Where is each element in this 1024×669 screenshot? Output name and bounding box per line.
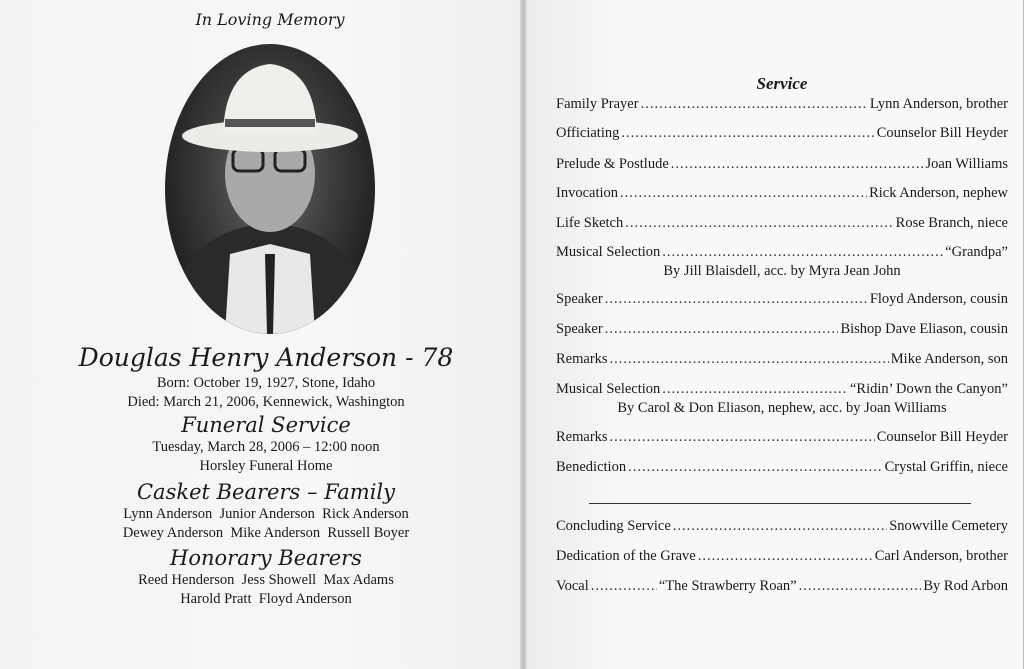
program-item: Life Sketch [556, 215, 624, 231]
program-row [556, 548, 1008, 565]
program-item: Invocation [556, 185, 619, 201]
obituary-block [0, 342, 532, 609]
honorary-bearers-line-1: Reed Henderson Jess Showell Max Adams [138, 572, 394, 588]
program-row [556, 185, 1008, 202]
program-row [556, 321, 1008, 338]
program-person: Snowville Cemetery [889, 518, 1008, 534]
canyon-credit: By Carol & Don Eliason, nephew, acc. by Joan Williams [617, 400, 947, 416]
program-person: Carl Anderson, brother [874, 548, 1008, 564]
program-item: Family Prayer [556, 96, 639, 112]
program-item: Dedication of the Grave [556, 548, 696, 564]
program-item: Officiating [556, 125, 620, 141]
program-item: Speaker [556, 291, 603, 307]
program-item: Remarks [556, 351, 608, 367]
program-person: Counselor Bill Heyder [876, 429, 1008, 445]
program-item: Benediction [556, 459, 627, 475]
program-person: Counselor Bill Heyder [876, 125, 1008, 141]
program-item: Speaker [556, 321, 603, 337]
program-row [556, 518, 1008, 535]
honorary-bearers-heading: Honorary Bearers [170, 546, 362, 570]
program-person: Rose Branch, niece [895, 215, 1008, 231]
program-row [556, 291, 1008, 308]
program-row [556, 96, 1008, 113]
section-divider [589, 503, 971, 504]
program-row [556, 429, 1008, 446]
vocal-song: “The Strawberry Roan” [658, 578, 797, 594]
honorary-bearers-line-2: Harold Pratt Floyd Anderson [180, 591, 352, 607]
program-person: Floyd Anderson, cousin [869, 291, 1008, 307]
died-line: Died: March 21, 2006, Kennewick, Washington [127, 394, 405, 410]
program-item: Remarks [556, 429, 608, 445]
funeral-date: Tuesday, March 28, 2006 – 12:00 noon [152, 439, 380, 455]
funeral-location: Horsley Funeral Home [199, 458, 333, 474]
casket-bearers-line-1: Lynn Anderson Junior Anderson Rick Anderson [123, 506, 409, 522]
program-row [556, 351, 1008, 368]
program-person: “Grandpa” [945, 244, 1008, 260]
program-person: Crystal Griffin, niece [884, 459, 1008, 475]
portrait-photo [165, 44, 375, 334]
program-row [556, 578, 1008, 595]
program-row [556, 459, 1008, 476]
cowboy-portrait-icon [165, 44, 375, 334]
grandpa-credit: By Jill Blaisdell, acc. by Myra Jean John [663, 263, 901, 279]
program-person: Mike Anderson, son [890, 351, 1008, 367]
program-person: Lynn Anderson, brother [869, 96, 1008, 112]
in-loving-memory: In Loving Memory [195, 10, 345, 29]
program-item: Vocal [556, 578, 589, 594]
program-person: “Ridin’ Down the Canyon” [850, 381, 1008, 397]
program-row [556, 156, 1008, 173]
born-line: Born: October 19, 1927, Stone, Idaho [156, 375, 376, 391]
funeral-service-heading: Funeral Service [181, 413, 351, 437]
program-person: Joan Williams [925, 156, 1008, 172]
program-person: Rick Anderson, nephew [869, 185, 1008, 201]
program-row [556, 215, 1008, 232]
casket-bearers-line-2: Dewey Anderson Mike Anderson Russell Boyer [122, 525, 410, 541]
program-person: Bishop Dave Eliason, cousin [840, 321, 1008, 337]
casket-bearers-heading: Casket Bearers – Family [136, 480, 396, 504]
program-person: By Rod Arbon [923, 578, 1008, 594]
program-item: Musical Selection [556, 244, 661, 260]
service-title: Service [756, 74, 808, 93]
program-row [556, 244, 1008, 261]
program-item: Concluding Service [556, 518, 671, 534]
program-row [556, 125, 1008, 142]
program-item: Musical Selection [556, 381, 661, 397]
program-row [556, 381, 1008, 398]
program-item: Prelude & Postlude [556, 156, 669, 172]
deceased-name: Douglas Henry Anderson - 78 [78, 343, 454, 372]
